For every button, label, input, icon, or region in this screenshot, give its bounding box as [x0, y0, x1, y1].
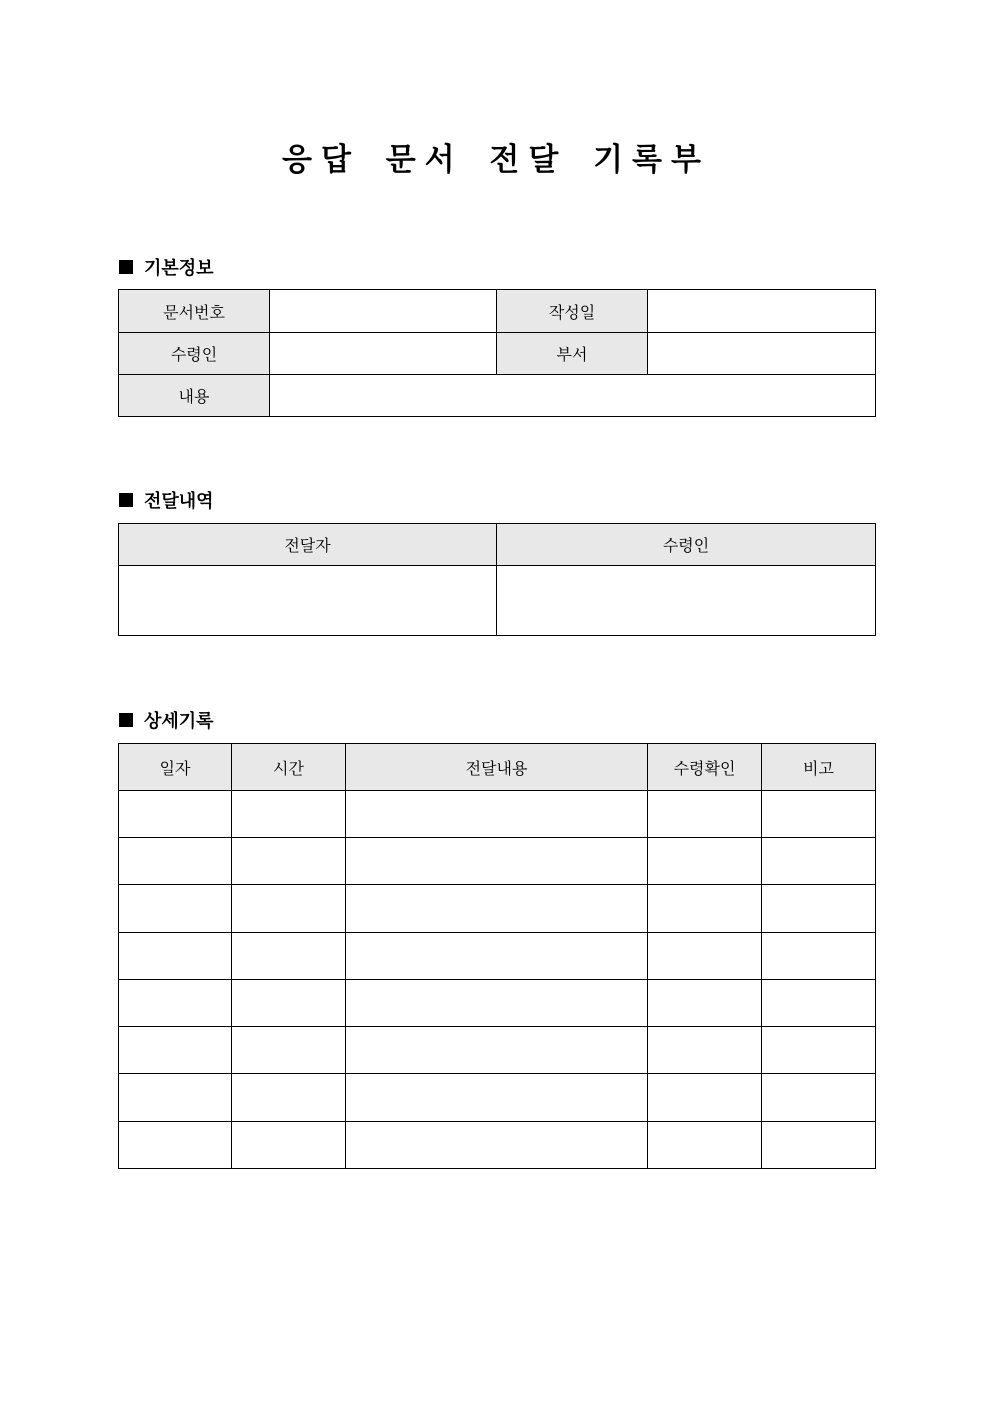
date-field[interactable]: [648, 290, 876, 333]
square-bullet-icon: [119, 260, 133, 274]
table-cell[interactable]: [346, 980, 648, 1027]
department-field[interactable]: [648, 333, 876, 375]
table-cell[interactable]: [648, 838, 762, 885]
table-cell[interactable]: [119, 933, 232, 980]
table-cell[interactable]: [232, 838, 346, 885]
department-label: 부서: [497, 333, 648, 375]
table-cell[interactable]: [648, 885, 762, 933]
table-cell[interactable]: [232, 1074, 346, 1122]
table-cell[interactable]: [119, 791, 232, 838]
table-row: [119, 375, 876, 417]
table-row: [119, 566, 876, 636]
column-header-time: 시간: [232, 744, 346, 791]
table-row: [119, 885, 876, 933]
table-cell[interactable]: [346, 885, 648, 933]
table-cell[interactable]: [232, 1027, 346, 1074]
square-bullet-icon: [119, 713, 133, 727]
table-row: [119, 791, 876, 838]
table-cell[interactable]: [232, 933, 346, 980]
section-heading-label: 기본정보: [144, 258, 214, 279]
table-cell[interactable]: [648, 980, 762, 1027]
date-label: 작성일: [497, 290, 648, 333]
table-header-row: [119, 524, 876, 566]
table-cell[interactable]: [346, 1122, 648, 1169]
delivery-table: [118, 523, 876, 636]
table-cell[interactable]: [762, 1027, 876, 1074]
table-cell[interactable]: [346, 933, 648, 980]
table-cell[interactable]: [762, 933, 876, 980]
table-cell[interactable]: [648, 933, 762, 980]
table-row: [119, 290, 876, 333]
table-cell[interactable]: [232, 1122, 346, 1169]
section-heading-basic-info: [119, 254, 214, 280]
recipient-field[interactable]: [270, 333, 497, 375]
table-cell[interactable]: [346, 791, 648, 838]
table-cell[interactable]: [119, 980, 232, 1027]
page-title: 응답 문서 전달 기록부: [282, 142, 710, 178]
recipient-label: 수령인: [119, 333, 270, 375]
column-header-receipt-confirm: 수령확인: [648, 744, 762, 791]
content-label: 내용: [119, 375, 270, 417]
table-header-row: [119, 744, 876, 791]
recipient-field[interactable]: [497, 566, 876, 636]
table-row: [119, 933, 876, 980]
section-heading-label: 상세기록: [144, 711, 214, 732]
table-cell[interactable]: [648, 1122, 762, 1169]
table-cell[interactable]: [762, 980, 876, 1027]
content-field[interactable]: [270, 375, 876, 417]
table-cell[interactable]: [119, 1122, 232, 1169]
table-cell[interactable]: [762, 838, 876, 885]
doc-number-field[interactable]: [270, 290, 497, 333]
table-cell[interactable]: [119, 1074, 232, 1122]
table-cell[interactable]: [119, 885, 232, 933]
section-heading-delivery: [119, 487, 214, 513]
table-cell[interactable]: [119, 1027, 232, 1074]
table-cell[interactable]: [232, 980, 346, 1027]
column-header-sender: 전달자: [119, 524, 497, 566]
table-row: [119, 838, 876, 885]
table-row: [119, 333, 876, 375]
table-cell[interactable]: [232, 791, 346, 838]
table-cell[interactable]: [346, 1074, 648, 1122]
table-row: [119, 1074, 876, 1122]
doc-number-label: 문서번호: [119, 290, 270, 333]
table-cell[interactable]: [762, 1074, 876, 1122]
table-row: [119, 1122, 876, 1169]
table-cell[interactable]: [346, 838, 648, 885]
table-cell[interactable]: [762, 885, 876, 933]
column-header-content: 전달내용: [346, 744, 648, 791]
section-heading-details: [119, 707, 214, 733]
table-row: [119, 980, 876, 1027]
table-cell[interactable]: [119, 838, 232, 885]
basic-info-table: [118, 289, 876, 417]
column-header-remarks: 비고: [762, 744, 876, 791]
table-cell[interactable]: [762, 791, 876, 838]
column-header-recipient: 수령인: [497, 524, 876, 566]
table-cell[interactable]: [762, 1122, 876, 1169]
table-row: [119, 1027, 876, 1074]
sender-field[interactable]: [119, 566, 497, 636]
square-bullet-icon: [119, 493, 133, 507]
table-cell[interactable]: [648, 1074, 762, 1122]
table-cell[interactable]: [648, 791, 762, 838]
column-header-date: 일자: [119, 744, 232, 791]
table-cell[interactable]: [346, 1027, 648, 1074]
details-table: [118, 743, 876, 1169]
table-cell[interactable]: [648, 1027, 762, 1074]
section-heading-label: 전달내역: [144, 491, 214, 512]
table-cell[interactable]: [232, 885, 346, 933]
